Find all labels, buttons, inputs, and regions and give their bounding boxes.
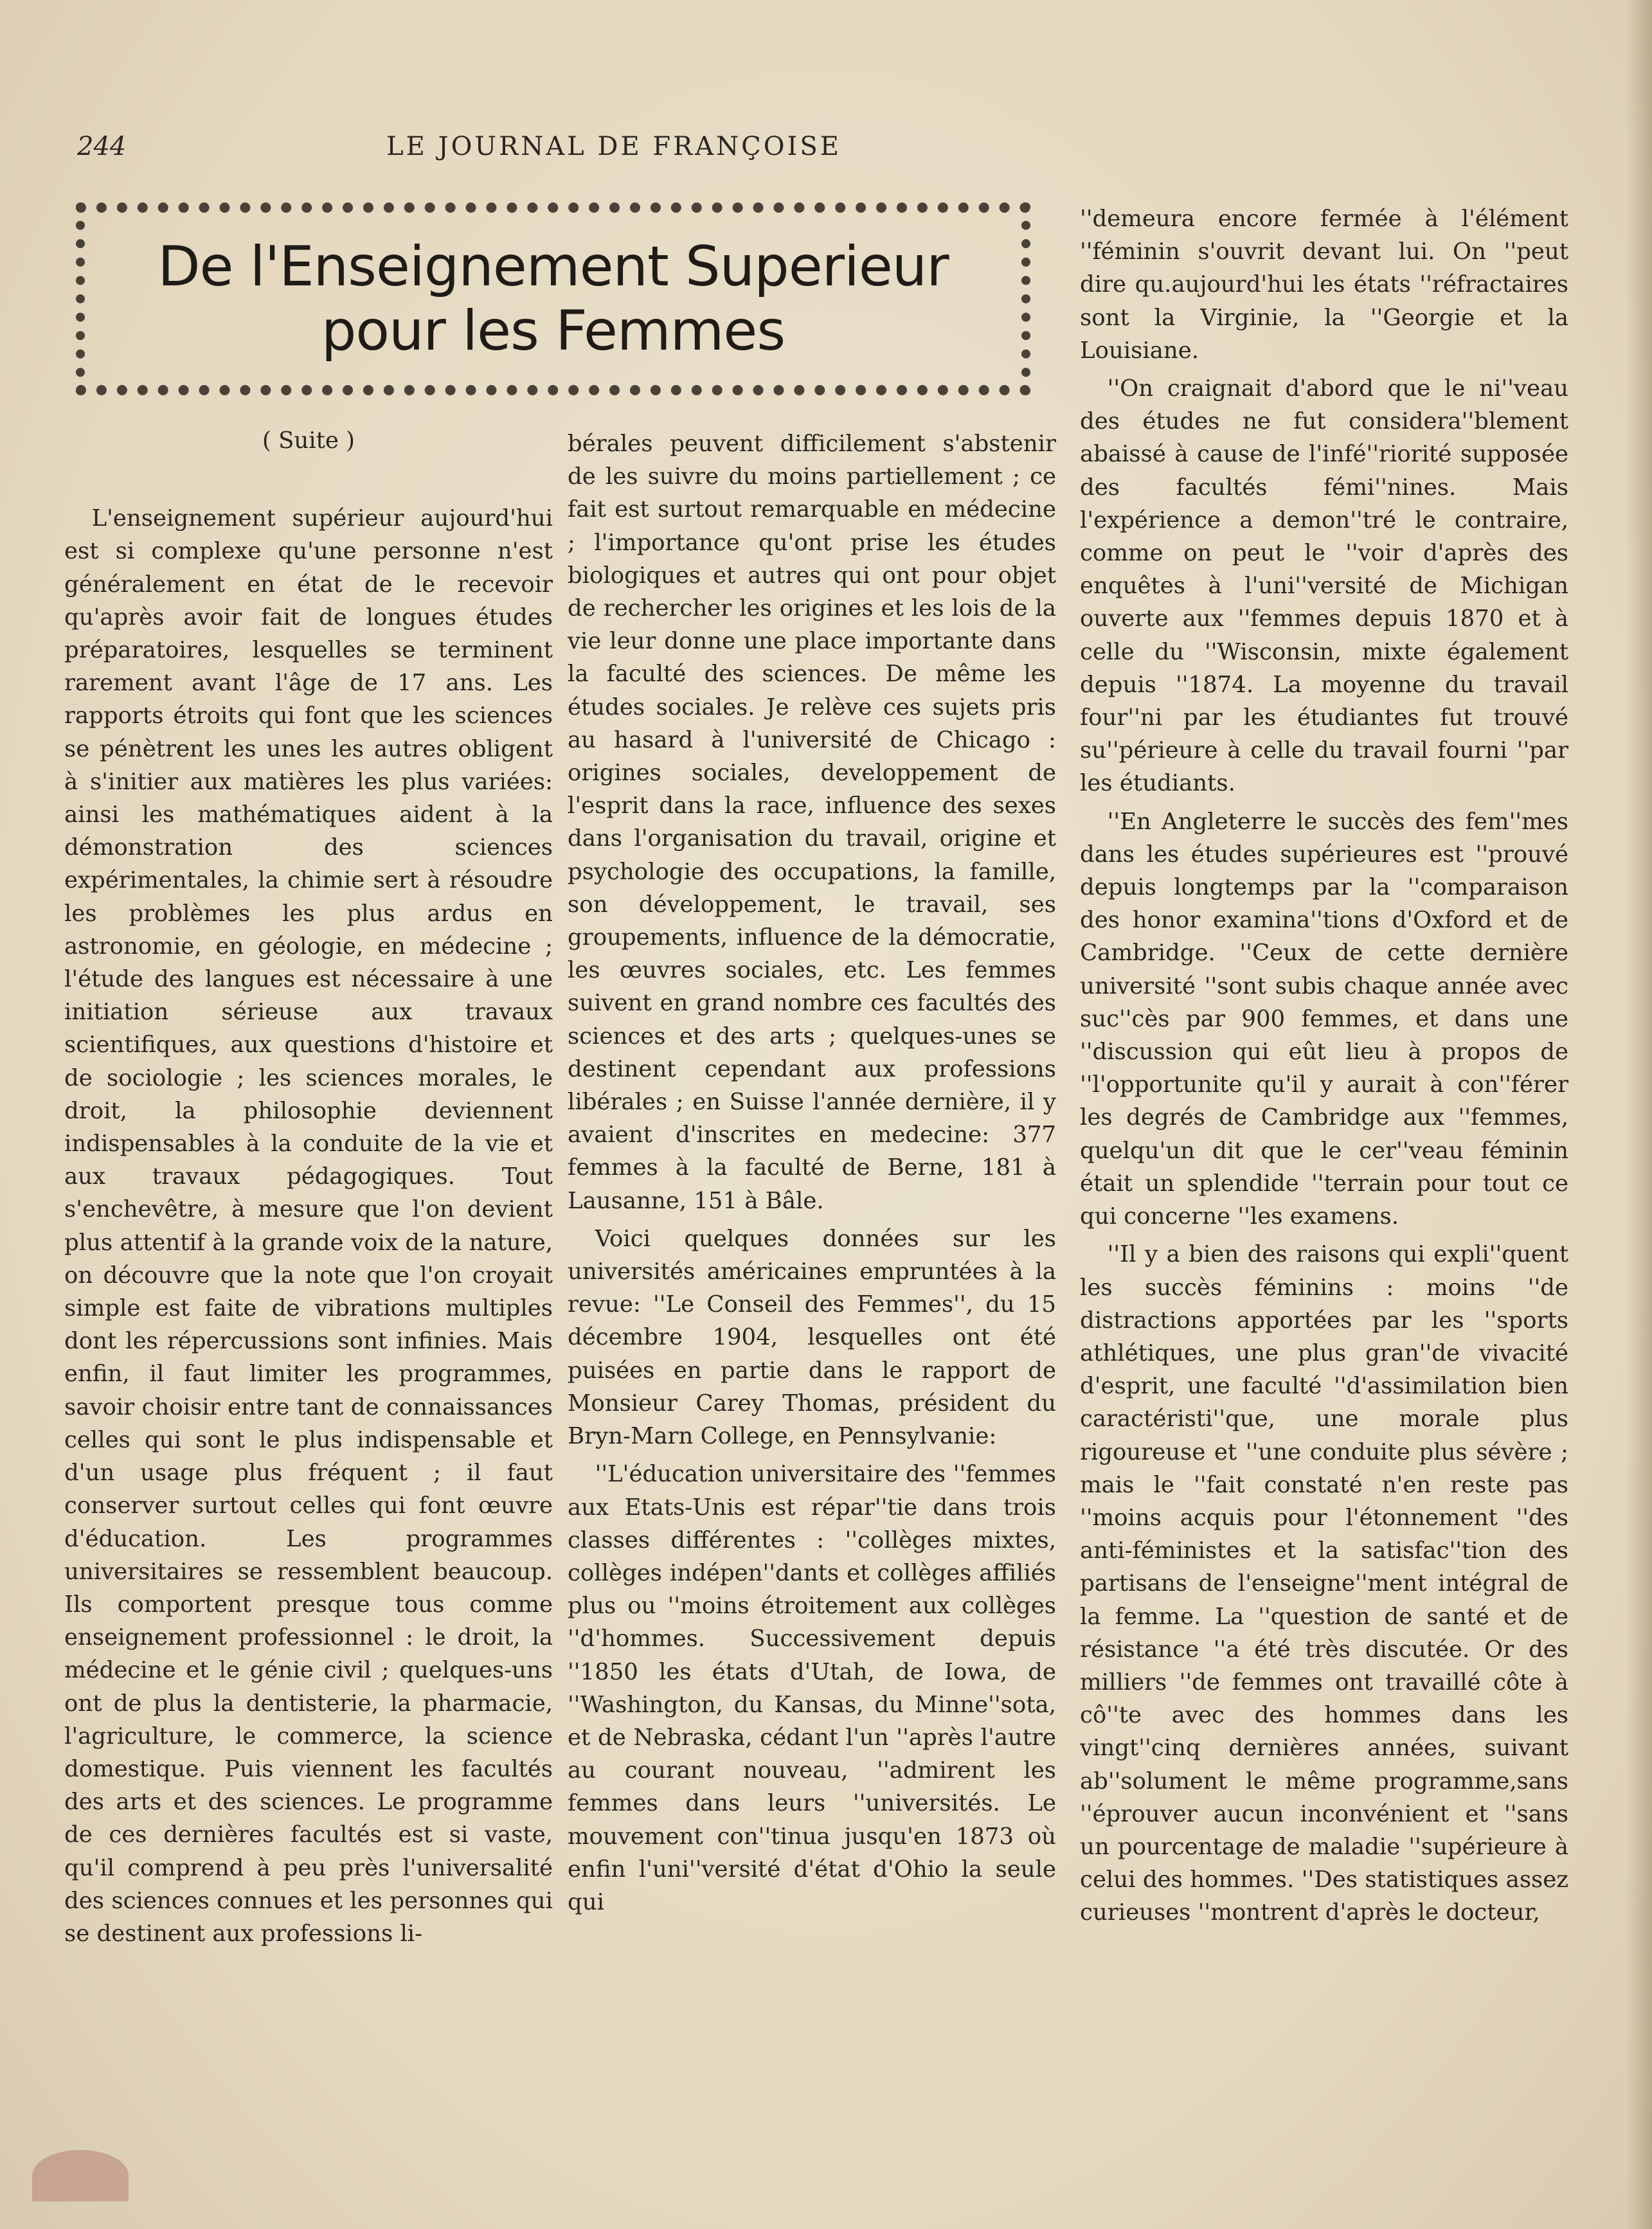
- page-edge-shadow: [1626, 0, 1652, 2229]
- paragraph: Voici quelques données sur les universités américaines empruntées à la revue: ''Le Conseil des Femmes'', du 15 décembre 1904, lesquelles ont été puisées en partie dans le rapport de Monsieur Carey Thomas, président du Bryn-Marn College, en Pennsylvanie:: [568, 1225, 1056, 1450]
- page-number: 244: [77, 132, 127, 161]
- paragraph: ''Il y a bien des raisons qui expli''quent les succès féminins : moins ''de distractions apportées par les ''sports athlétiques, une plus gran''de vivacité d'esprit, une faculté ''d'assimilation bien caractéristi''que, une morale plus rigoureuse et ''une conduite plus sévère ; mais le ''fait constaté n'en reste pas ''moins acquis pour l'étonnement ''des anti-féministes et la satisfac''tion des partisans de l'enseigne''ment intégral de la femme. La ''question de santé et de résistance ''a été très discutée. Or des milliers ''de femmes ont travaillé côte à cô''te avec des hommes dans les vingt''cinq dernières années, suivant ab''solument le même programme,sans ''éprouver aucun inconvénient et ''sans un pourcentage de maladie ''supérieure à celui des hommes. ''Des statistiques assez curieuses ''montrent d'après le docteur,: [1080, 1241, 1568, 1926]
- paragraph: ''On craignait d'abord que le ni''veau des études ne fut considera''blement abaissé à cause de l'infé''riorité supposée des facultés fémi''nines. Mais l'expérience a demon''tré le contraire, comme on peut le ''voir d'après des enquêtes à l'uni''versité de Michigan ouverte aux ''femmes depuis 1870 et à celle du ''Wisconsin, mixte également depuis ''1874. La moyenne du travail four''ni par les étudiantes fut trouvé su''périeure à celle du travail fourni ''par les étudiants.: [1080, 375, 1568, 797]
- text-column-1: [64, 424, 553, 1950]
- paragraph: ''demeura encore fermée à l'élément ''féminin s'ouvrit devant lui. On ''peut dire qu.aujourd'hui les états ''réfractaires sont la Virginie, la ''Georgie et la Louisiane.: [1080, 206, 1568, 364]
- article-title-frame: [76, 202, 1030, 395]
- paragraph: ''En Angleterre le succès des fem''mes dans les études supérieures est ''prouvé depuis longtemps par la ''comparaison des honor examina''tions d'Oxford et de Cambridge. ''Ceux de cette dernière université ''sont subis chaque année avec suc''cès par 900 femmes, et dans une ''discussion qui eût lieu à propos de ''l'opportunite qu'il y aurait à con''férer les degrés de Cambridge aux ''femmes, quelqu'un dit que le cer''veau féminin était un splendide ''terrain pour tout ce qui concerne ''les examens.: [1080, 808, 1568, 1230]
- paragraph: L'enseignement supérieur aujourd'hui est si complexe qu'une personne n'est généralement en état de le recevoir qu'après avoir fait de longues études préparatoires, lesquelles se terminent rarement avant l'âge de 17 ans. Les rapports étroits qui font que les sciences se pénètrent les unes les autres obligent à s'initier aux matières les plus variées: ainsi les mathématiques aident à la démonstration des sciences expérimentales, la chimie sert à résoudre les problèmes les plus ardus en astronomie, en géologie, en médecine ; l'étude des langues est nécessaire à une initiation sérieuse aux travaux scientifiques, aux questions d'histoire et de sociologie ; les sciences morales, le droit, la philosophie deviennent indispensables à la conduite de la vie et aux travaux pédagogiques. Tout s'enchevêtre, à mesure que l'on devient plus attentif à la grande voix de la nature, on découvre que la note que l'on croyait simple est faite de vibrations multiples dont les répercussions sont infinies. Mais enfin, il faut limiter les programmes, savoir choisir entre tant de connaissances celles qui sont le plus indispensable et d'un usage plus fréquent ; il faut conserver surtout celles qui font œuvre d'éducation. Les programmes universitaires se ressemblent beaucoup. Ils comportent presque tous comme enseignement professionnel : le droit, la médecine et le génie civil ; quelques-uns ont de plus la dentisterie, la pharmacie, l'agriculture, le commerce, la science domestique. Puis viennent les facultés des arts et des sciences. Le programme de ces dernières facultés est si vaste, qu'il comprend à peu près l'universalité des sciences connues et les personnes qui se destinent aux professions li-: [64, 505, 553, 1947]
- running-title: LE JOURNAL DE FRANÇOISE: [386, 132, 841, 161]
- paragraph: bérales peuvent difficilement s'abstenir de les suivre du moins partiellement ; ce fait est surtout remarquable en médecine ; l'importance qu'ont prise les études biologiques et autres qui ont pour objet de rechercher les origines et les lois de la vie leur donne une place importante dans la faculté des sciences. De même les études sociales. Je relève ces sujets pris au hasard à l'université de Chicago : origines sociales, developpement de l'esprit dans la race, influence des sexes dans l'organisation du travail, origine et psychologie des occupations, la famille, son développement, le travail, ses groupements, influence de la démocratie, les œuvres sociales, etc. Les femmes suivent en grand nombre ces facultés des sciences et des arts ; quelques-unes se destinent cependant aux professions libérales ; en Suisse l'année dernière, il y avaient d'inscrites en medecine: 377 femmes à la faculté de Berne, 181 à Lausanne, 151 à Bâle.: [568, 431, 1056, 1214]
- suite-label: ( Suite ): [262, 427, 355, 454]
- page-header: [77, 132, 1080, 170]
- text-column-3: [1080, 202, 1568, 1929]
- paper-stain: [32, 2150, 129, 2201]
- article-title-line-2: pour les Femmes: [321, 299, 786, 363]
- text-column-2: [568, 427, 1056, 1919]
- article-title-line-1: De l'Enseignement Superieur: [157, 235, 949, 299]
- paragraph: ''L'éducation universitaire des ''femmes aux Etats-Unis est répar''tie dans trois classes différentes : ''collèges mixtes, collèges indépen''dants et collèges affiliés plus ou ''moins étroitement aux collèges ''d'hommes. Successivement depuis ''1850 les états d'Utah, de Iowa, de ''Washington, du Kansas, du Minne''sota, et de Nebraska, cédant l'un ''après l'autre au courant nouveau, ''admirent les femmes dans leurs ''universités. Le mouvement con''tinua jusqu'en 1873 où enfin l'uni''versité d'état d'Ohio la seule qui: [568, 1461, 1056, 1915]
